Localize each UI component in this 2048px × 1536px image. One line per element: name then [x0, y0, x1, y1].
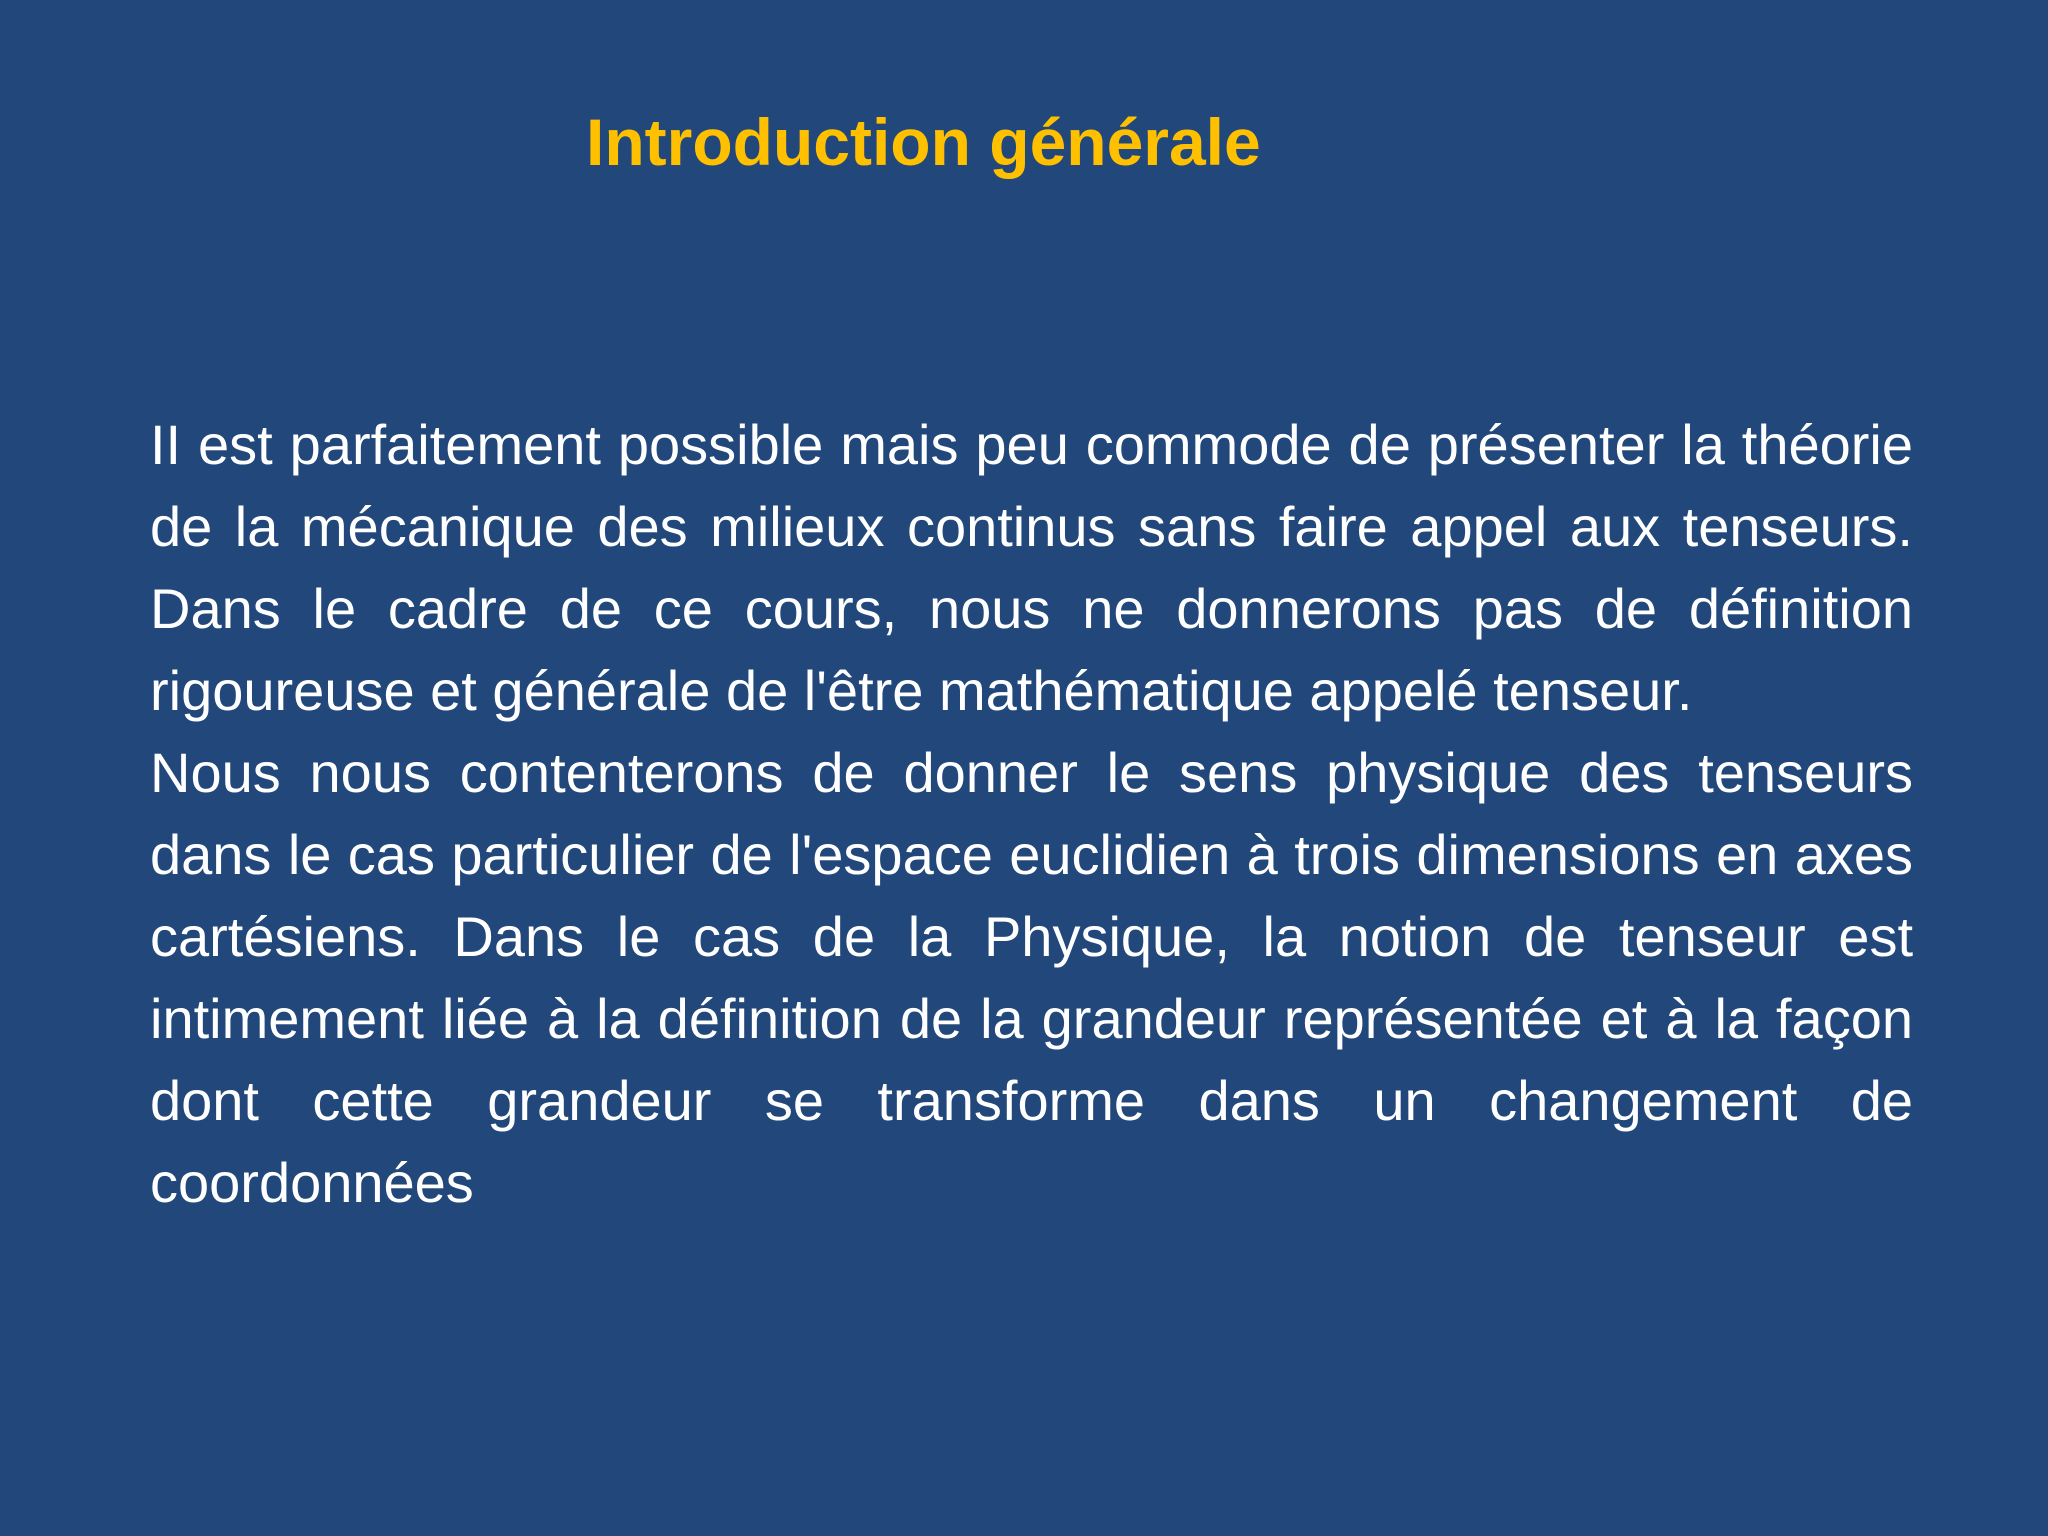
paragraph-2: Nous nous contenterons de donner le sens physique des tenseurs dans le cas particulier de l'espace euclidien à trois dimensions en axes cartésiens. Dans le cas de la Physique, la notion de tenseur est intimement liée à la définition de la grandeur représentée et à la façon dont cette grandeur se transforme dans un changement de coordonnées	[150, 741, 1913, 1214]
slide-body	[150, 404, 1913, 1224]
paragraph-1: II est parfaitement possible mais peu commode de présenter la théorie de la mécanique des milieux continus sans faire appel aux tenseurs. Dans le cadre de ce cours, nous ne donnerons pas de définition rigoureuse et générale de l'être mathématique appelé tenseur.	[150, 413, 1913, 722]
slide-title: Introduction générale	[586, 105, 1261, 179]
